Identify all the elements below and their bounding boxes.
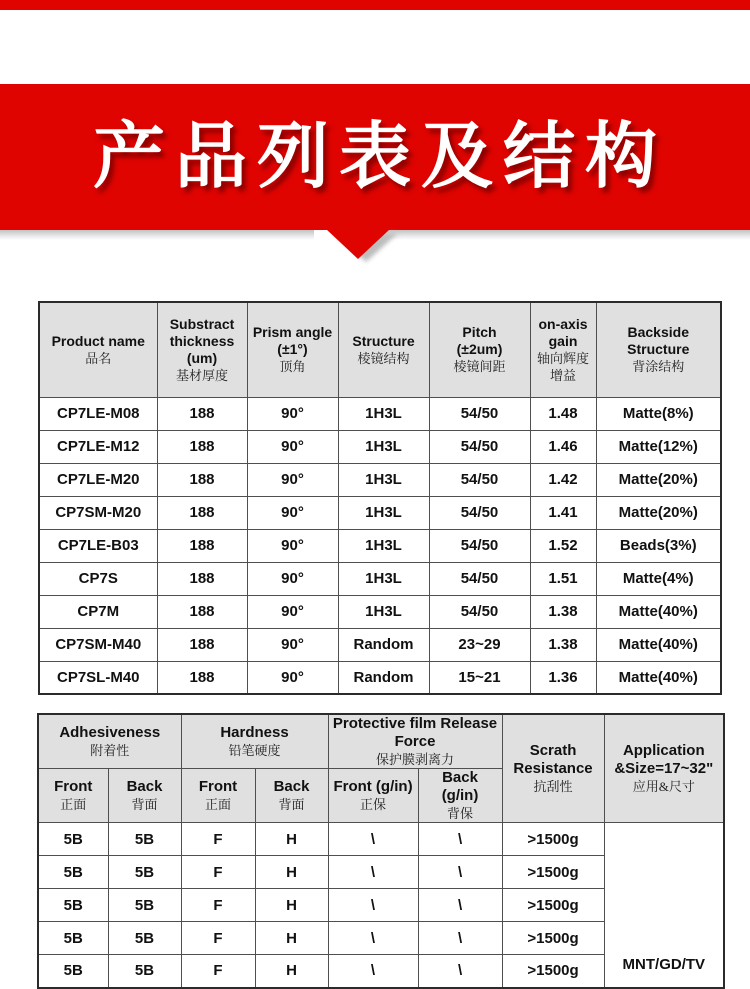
table-row: CP7LE-B03 188 90° 1H3L 54/50 1.52 Beads(3%) bbox=[39, 529, 721, 562]
table-row: 5B 5B F H \ \ >1500g bbox=[38, 889, 724, 922]
table-row: CP7SM-M40 188 90° Random 23~29 1.38 Matte(40%) bbox=[39, 628, 721, 661]
table-row: CP7LE-M12 188 90° 1H3L 54/50 1.46 Matte(12%) bbox=[39, 430, 721, 463]
column-header-application-size: Application &Size=17~32" 应用&尺寸 bbox=[604, 714, 724, 823]
banner-shadow-left bbox=[0, 230, 314, 240]
banner-notch bbox=[326, 229, 390, 259]
products-table bbox=[38, 301, 722, 695]
table-row: 5B 5B F H \ \ >1500g MNT/GD/TV bbox=[38, 823, 724, 856]
column-header-structure: Structure 棱镜结构 bbox=[338, 302, 429, 397]
table-row: CP7LE-M08 188 90° 1H3L 54/50 1.48 Matte(8%) bbox=[39, 397, 721, 430]
sub-header-hardness-back: Back 背面 bbox=[255, 769, 328, 823]
table-row: CP7LE-M20 188 90° 1H3L 54/50 1.42 Matte(20%) bbox=[39, 463, 721, 496]
column-header-on-axis-gain: on-axis gain 轴向辉度增益 bbox=[530, 302, 596, 397]
table-row: 5B 5B F H \ \ >1500g bbox=[38, 955, 724, 988]
table-row: CP7SL-M40 188 90° Random 15~21 1.36 Matte(40%) bbox=[39, 661, 721, 694]
properties-group-header-row bbox=[38, 714, 724, 769]
column-header-substract-thickness: Substract thickness (um) 基材厚度 bbox=[157, 302, 247, 397]
group-header-release-force: Protective film Release Force 保护膜剥离力 bbox=[328, 714, 502, 769]
group-header-hardness: Hardness 铅笔硬度 bbox=[181, 714, 328, 769]
banner-title: 产品列表及结构 bbox=[92, 117, 667, 197]
products-header-row bbox=[39, 302, 721, 397]
table-row: 5B 5B F H \ \ >1500g bbox=[38, 856, 724, 889]
column-header-prism-angle: Prism angle (±1°) 顶角 bbox=[247, 302, 338, 397]
table-row: CP7M 188 90° 1H3L 54/50 1.38 Matte(40%) bbox=[39, 595, 721, 628]
application-merged-cell: MNT/GD/TV bbox=[604, 823, 724, 988]
column-header-pitch: Pitch (±2um) 棱镜间距 bbox=[429, 302, 530, 397]
group-header-adhesiveness: Adhesiveness 附着性 bbox=[38, 714, 181, 769]
column-header-backside-structure: Backside Structure 背涂结构 bbox=[596, 302, 721, 397]
banner-shadow-right bbox=[382, 230, 750, 240]
table-row: CP7SM-M20 188 90° 1H3L 54/50 1.41 Matte(20%) bbox=[39, 496, 721, 529]
sub-header-adhesiveness-back: Back 背面 bbox=[108, 769, 181, 823]
sub-header-release-back: Back (g/in) 背保 bbox=[418, 769, 502, 823]
table-row: 5B 5B F H \ \ >1500g bbox=[38, 922, 724, 955]
sub-header-adhesiveness-front: Front 正面 bbox=[38, 769, 108, 823]
section-banner bbox=[0, 84, 750, 230]
properties-table bbox=[37, 713, 725, 989]
top-red-strip bbox=[0, 0, 750, 10]
table-row: CP7S 188 90° 1H3L 54/50 1.51 Matte(4%) bbox=[39, 562, 721, 595]
sub-header-hardness-front: Front 正面 bbox=[181, 769, 255, 823]
column-header-scratch-resistance: Scrath Resistance 抗刮性 bbox=[502, 714, 604, 823]
column-header-product-name: Product name 品名 bbox=[39, 302, 157, 397]
sub-header-release-front: Front (g/in) 正保 bbox=[328, 769, 418, 823]
